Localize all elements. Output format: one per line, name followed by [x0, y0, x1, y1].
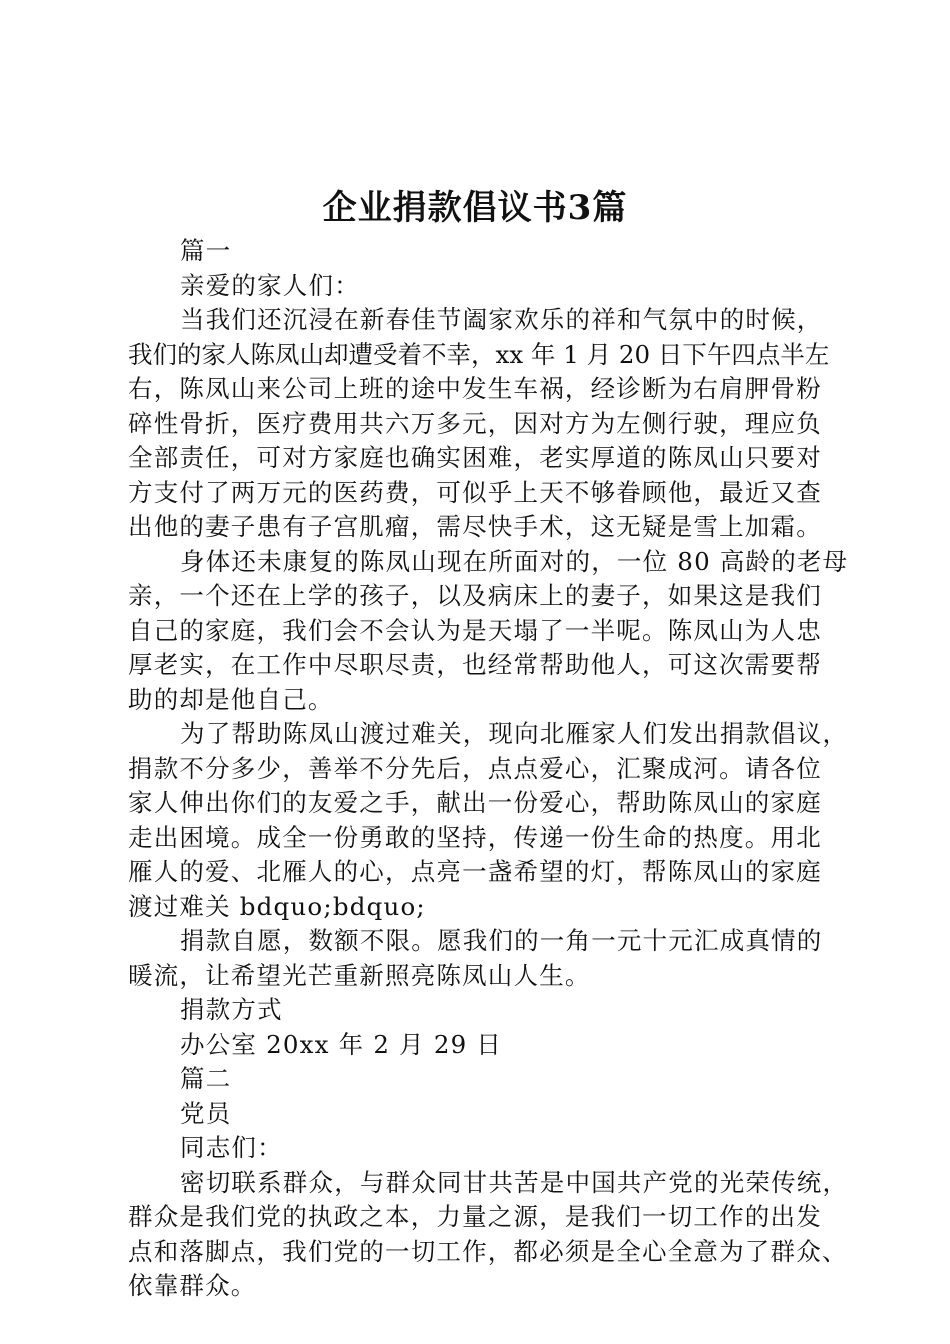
paragraph-line: 密切联系群众，与群众同甘共苦是中国共产党的光荣传统， [180, 1167, 849, 1197]
section-heading: 篇二 [180, 1064, 232, 1093]
paragraph-line: 捐款不分多少，善举不分先后，点点爱心，汇聚成河。请各位 [128, 753, 822, 783]
paragraph-line: 自己的家庭，我们会不会认为是天塌了一半呢。陈凤山为人忠 [128, 615, 822, 645]
paragraph-line: 群众是我们党的执政之本，力量之源，是我们一切工作的出发 [128, 1202, 822, 1231]
addressee: 党员 [180, 1098, 232, 1128]
signature-date: 办公室 20xx 年 2 月 29 日 [180, 1029, 503, 1059]
paragraph-line: 全部责任，可对方家庭也确实困难，老实厚道的陈凤山只要对 [128, 443, 822, 472]
salutation: 同志们： [180, 1133, 283, 1162]
paragraph-line: 暖流，让希望光芒重新照亮陈凤山人生。 [128, 960, 591, 990]
paragraph-line: 依靠群众。 [128, 1271, 257, 1300]
paragraph-line: 点和落脚点，我们党的一切工作，都必须是全心全意为了群众、 [128, 1236, 848, 1266]
document-body [128, 234, 849, 1304]
paragraph-line: 捐款自愿，数额不限。愿我们的一角一元十元汇成真情的 [180, 926, 823, 955]
paragraph-line: 渡过难关 bdquo;bdquo; [128, 891, 426, 921]
paragraph-line: 方支付了两万元的医药费，可似乎上天不够眷顾他，最近又查 [128, 477, 822, 507]
paragraph-line: 家人伸出你们的友爱之手，献出一份爱心，帮助陈凤山的家庭 [128, 788, 822, 817]
paragraph-line: 我们的家人陈凤山却遭受着不幸，xx 年 1 月 20 日下午四点半左 [128, 339, 830, 369]
donation-method-label: 捐款方式 [180, 995, 283, 1024]
salutation: 亲爱的家人们： [180, 270, 360, 300]
paragraph-line: 厚老实，在工作中尽职尽责，也经常帮助他人，可这次需要帮 [128, 650, 822, 679]
paragraph-line: 右，陈凤山来公司上班的途中发生车祸，经诊断为右肩胛骨粉 [128, 374, 822, 403]
paragraph-line: 亲，一个还在上学的孩子，以及病床上的妻子，如果这是我们 [128, 581, 822, 610]
paragraph-line: 出他的妻子患有子宫肌瘤，需尽快手术，这无疑是雪上加霜。 [128, 512, 822, 541]
paragraph-line: 当我们还沉浸在新春佳节阖家欢乐的祥和气氛中的时候， [180, 305, 823, 334]
section-heading: 篇一 [180, 236, 232, 265]
paragraph-line: 走出困境。成全一份勇敢的坚持，传递一份生命的热度。用北 [128, 822, 822, 852]
paragraph-line: 身体还未康复的陈凤山现在所面对的，一位 80 高龄的老母 [180, 546, 849, 576]
document-title: 企业捐款倡议书3篇 [322, 188, 628, 228]
paragraph-line: 为了帮助陈凤山渡过难关，现向北雁家人们发出捐款倡议， [180, 719, 849, 748]
paragraph-line: 雁人的爱、北雁人的心，点亮一盏希望的灯，帮陈凤山的家庭 [128, 857, 822, 886]
paragraph-line: 助的却是他自己。 [128, 684, 334, 714]
paragraph-line: 碎性骨折，医疗费用共六万多元，因对方为左侧行驶，理应负 [128, 408, 822, 438]
